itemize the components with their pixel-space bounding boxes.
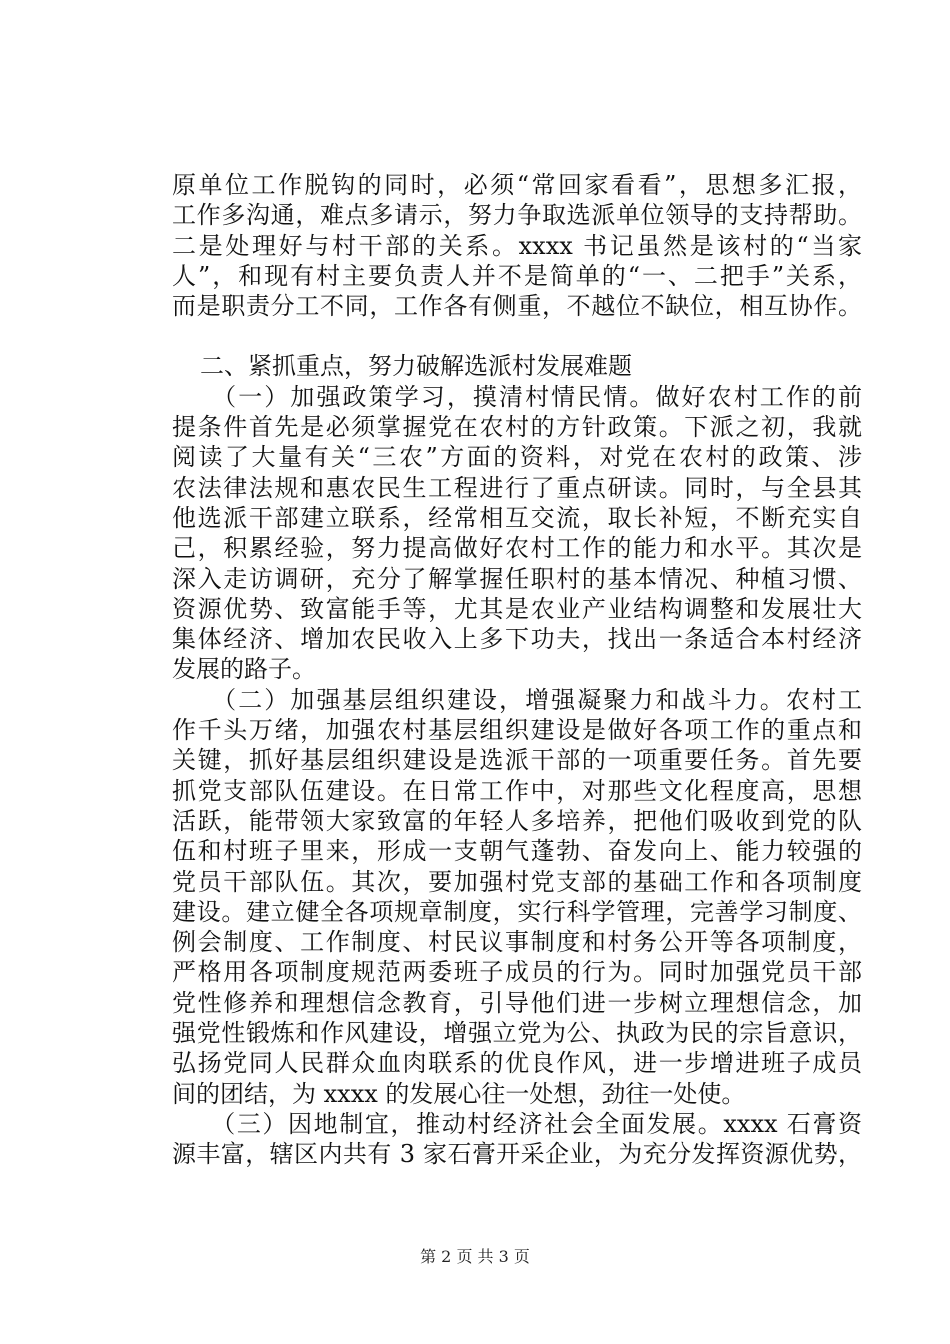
text-line: 提条件首先是必须掌握党在农村的方针政策。下派之初，我就	[172, 413, 862, 442]
paragraph-intro	[172, 170, 862, 321]
document-body	[172, 170, 862, 1170]
text-line: 人”，和现有村主要负责人并不是简单的“一、二把手”关系，	[172, 261, 862, 290]
text-line: 弘扬党同人民群众血肉联系的优良作风，进一步增进班子成员	[172, 1049, 862, 1078]
text-line: 农法律法规和惠农民生工程进行了重点研读。同时，与全县其	[172, 473, 862, 502]
text-line: 深入走访调研，充分了解掌握任职村的基本情况、种植习惯、	[172, 564, 862, 593]
page-number-footer: 第 2 页 共 3 页	[420, 1247, 530, 1266]
text-line: 集体经济、增加农民收入上多下功夫，找出一条适合本村经济	[172, 625, 862, 654]
text-line: 资源优势、致富能手等，尤其是农业产业结构调整和发展壮大	[172, 594, 862, 623]
text-line: 他选派干部建立联系，经常相互交流，取长补短，不断充实自	[172, 503, 862, 532]
text-line: 作千头万绪，加强农村基层组织建设是做好各项工作的重点和	[172, 716, 862, 745]
text-line: 己，积累经验，努力提高做好农村工作的能力和水平。其次是	[172, 534, 862, 563]
text-line: 二是处理好与村干部的关系。xxxx 书记虽然是该村的“当家	[172, 231, 862, 260]
text-line: 党性修养和理想信念教育，引导他们进一步树立理想信念，加	[172, 988, 862, 1017]
text-line: 活跃，能带领大家致富的年轻人多培养，把他们吸收到党的队	[172, 806, 862, 835]
text-line: 而是职责分工不同，工作各有侧重，不越位不缺位，相互协作。	[172, 292, 862, 321]
text-line: 阅读了大量有关“三农”方面的资料，对党在农村的政策、涉	[172, 443, 862, 472]
paragraph-organization-building	[172, 685, 862, 1109]
text-line: 建设。建立健全各项规章制度，实行科学管理，完善学习制度、	[172, 897, 862, 926]
text-line: 强党性锻炼和作风建设，增强立党为公、执政为民的宗旨意识，	[172, 1019, 862, 1048]
paragraph-policy-study	[172, 382, 862, 685]
section-heading: 二、紧抓重点，努力破解选派村发展难题	[176, 352, 632, 381]
text-line: 原单位工作脱钩的同时，必须“常回家看看”，思想多汇报，	[172, 171, 862, 199]
text-line: 严格用各项制度规范两委班子成员的行为。同时加强党员干部	[172, 958, 862, 987]
paragraph-local-development	[172, 1109, 862, 1170]
text-line: 间的团结，为 xxxx 的发展心往一处想，劲往一处使。	[172, 1079, 746, 1108]
text-line: 党员干部队伍。其次，要加强村党支部的基础工作和各项制度	[172, 867, 862, 896]
text-line: （三）因地制宜，推动村经济社会全面发展。xxxx 石膏资	[172, 1109, 862, 1138]
text-line: （一）加强政策学习，摸清村情民情。做好农村工作的前	[172, 382, 862, 411]
text-line: （二）加强基层组织建设，增强凝聚力和战斗力。农村工	[172, 685, 862, 714]
text-line: 工作多沟通，难点多请示，努力争取选派单位领导的支持帮助。	[172, 201, 862, 230]
text-line: 例会制度、工作制度、村民议事制度和村务公开等各项制度，	[172, 928, 862, 957]
text-line: 抓党支部队伍建设。在日常工作中，对那些文化程度高，思想	[172, 776, 862, 805]
text-line: 源丰富，辖区内共有 3 家石膏开采企业，为充分发挥资源优势，	[172, 1140, 862, 1169]
text-line: 发展的路子。	[172, 655, 316, 684]
text-line: 伍和村班子里来，形成一支朝气蓬勃、奋发向上、能力较强的	[172, 837, 862, 866]
text-line: 关键，抓好基层组织建设是选派干部的一项重要任务。首先要	[172, 746, 862, 775]
